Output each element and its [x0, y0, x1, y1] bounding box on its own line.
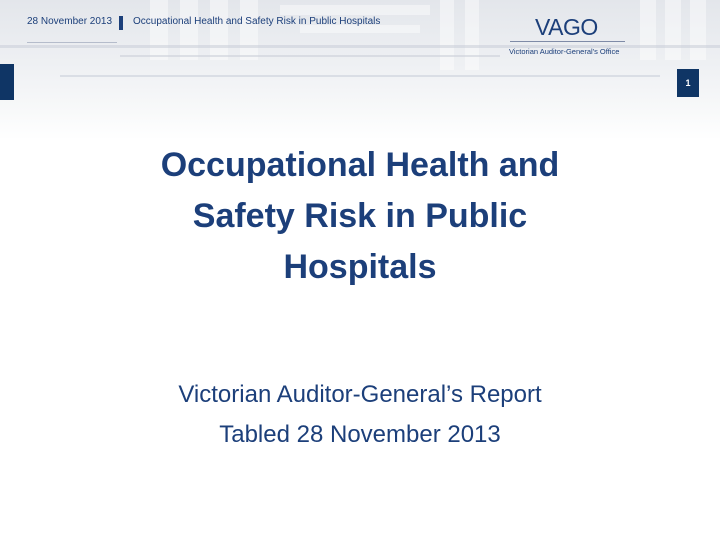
slide-subtitle-tabled: Tabled 28 November 2013: [219, 421, 501, 448]
left-accent-tab: [0, 64, 14, 100]
header-report-title: Occupational Health and Safety Risk in Public Hospitals: [133, 16, 381, 27]
header-date: 28 November 2013: [27, 16, 113, 27]
org-name: Victorian Auditor-General's Office: [509, 47, 620, 56]
slide-title-line: Occupational Health and: [160, 146, 560, 184]
vago-logo: VAGO: [535, 14, 598, 40]
logo-divider: [510, 41, 625, 42]
slide-subtitle-report: Victorian Auditor-General’s Report: [178, 381, 542, 408]
page-number-badge: 1: [677, 69, 699, 97]
slide-title-line: Hospitals: [283, 248, 437, 286]
slide-title: [60, 140, 660, 293]
header-separator: [119, 16, 123, 30]
slide-title-line: Safety Risk in Public: [192, 197, 528, 235]
header-underline: [27, 42, 117, 43]
